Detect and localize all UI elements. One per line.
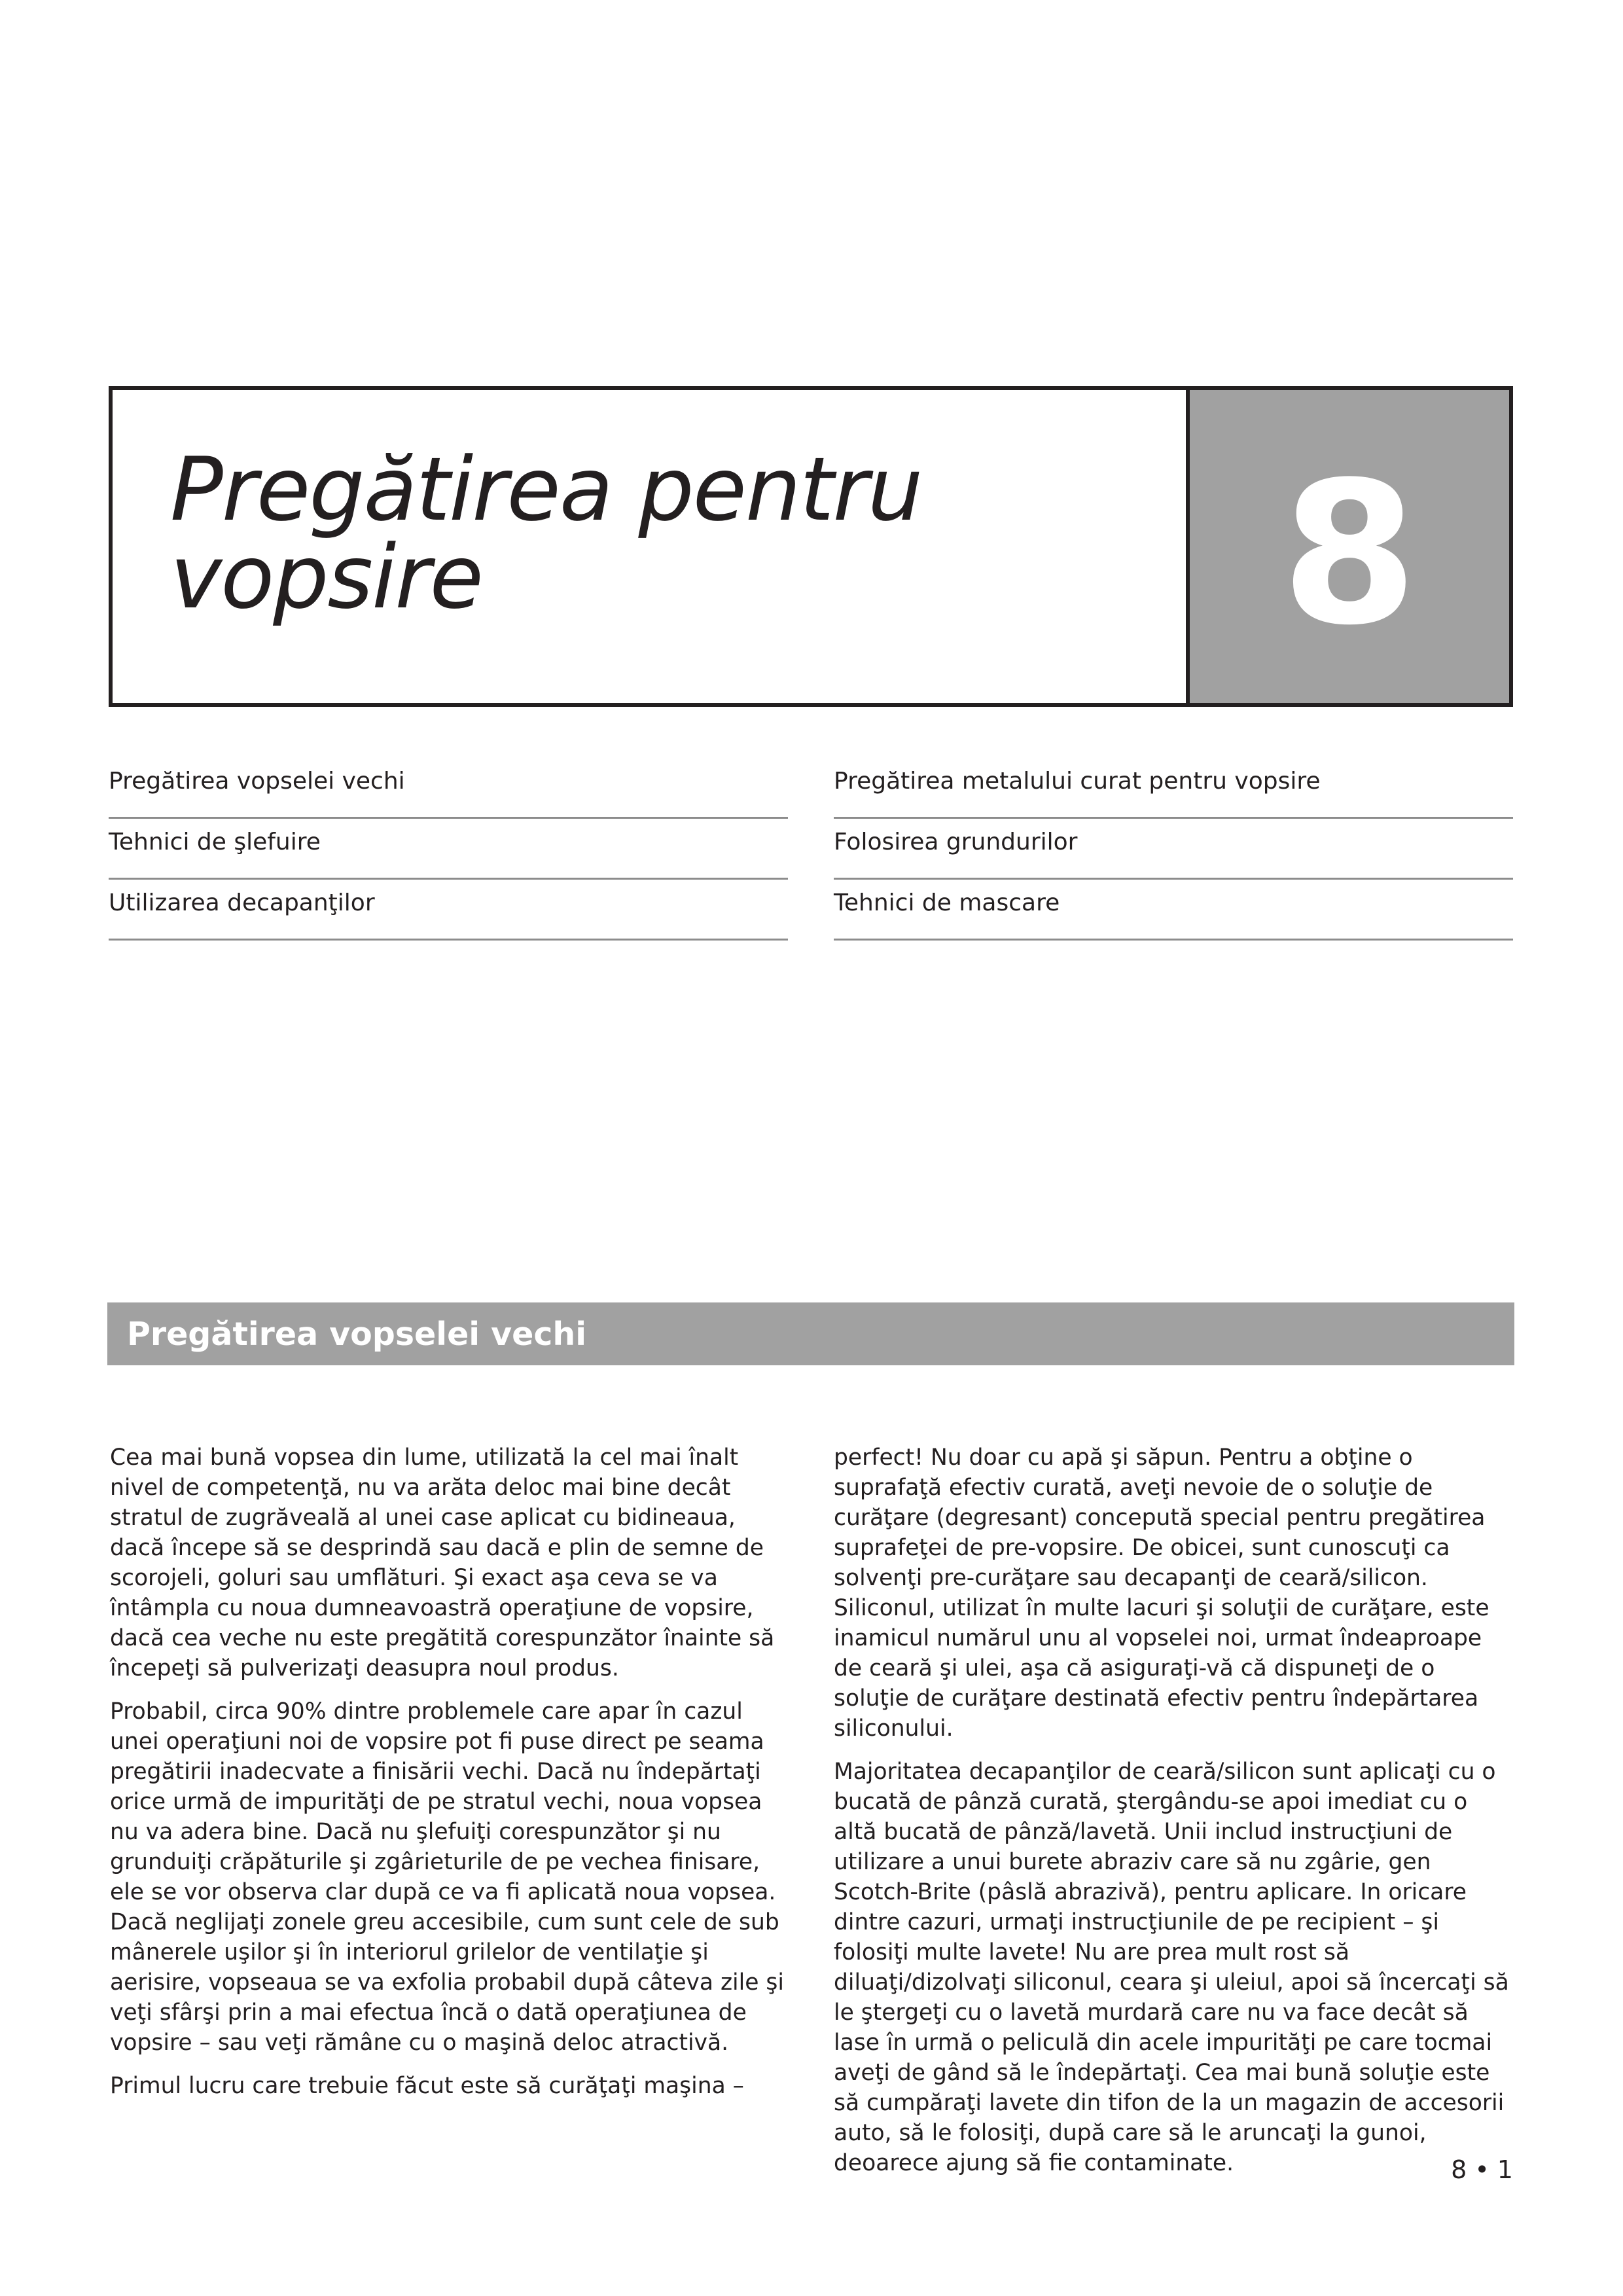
chapter-contents (109, 758, 1513, 941)
section-heading-bar (107, 1302, 1514, 1365)
body-column-right (834, 1443, 1514, 2191)
body-paragraph: Primul lucru care trebuie făcut este să curăţaţi maşina – (110, 2073, 744, 2099)
contents-item[interactable]: Folosirea grundurilor (834, 819, 1513, 880)
chapter-number: 8 (1281, 440, 1418, 668)
contents-column-right (834, 758, 1513, 941)
chapter-header (109, 386, 1513, 707)
section-title: Pregătirea vopselei vechi (127, 1315, 587, 1353)
body-column-left (110, 1443, 791, 2114)
chapter-title-panel (113, 390, 1190, 703)
contents-item[interactable]: Tehnici de mascare (834, 880, 1513, 941)
body-paragraph: Probabil, circa 90% dintre problemele care apar în cazul unei operaţiuni noi de vopsire pot fi puse direct pe seama pregătirii inadecvate a finisării vechi. Dacă nu îndepărtaţi orice urmă de impurităţi de pe stratul vechi, noua vopsea nu va adera bine. Dacă nu şlefuiţi corespunzător şi nu grunduiţi crăpăturile şi zgârieturile de pe vechea finisare, ele se vor observa clar după ce va fi aplicată noua vopsea. Dacă neglijaţi zonele greu accesibile, cum sunt cele de sub mânerele uşilor şi în interiorul grilelor de ventilaţie şi aerisire, vopseaua se va exfolia probabil după câteva zile şi veţi sfârşi prin a mai efectua încă o dată operaţiunea de vopsire – sau veţi rămâne cu o maşină deloc atractivă. (110, 1698, 784, 2056)
contents-item[interactable]: Pregătirea metalului curat pentru vopsire (834, 758, 1513, 819)
chapter-number-panel (1190, 390, 1509, 703)
body-paragraph: Cea mai bună vopsea din lume, utilizată la cel mai înalt nivel de competenţă, nu va arăta deloc mai bine decât stratul de zugrăveală al unei case aplicat cu bidineaua, dacă începe să se desprindă sau dacă e plin de semne de scorojeli, goluri sau umflături. Şi exact aşa ceva se va întâmpla cu noua dumneavoastră operaţiune de vopsire, dacă cea veche nu este pregătită corespunzător înainte să începeţi să pulverizaţi deasupra noul produs. (110, 1444, 775, 1681)
chapter-title: Pregătirea pentru vopsire (170, 439, 922, 628)
body-paragraph: Majoritatea decapanţilor de ceară/silicon sunt aplicaţi cu o bucată de pânză curată, ştergându-se apoi imediat cu o altă bucată de pânză/lavetă. Unii includ instrucţiuni de utilizare a unui burete abraziv care să nu zgârie, gen Scotch-Brite (pâslă abrazivă), pentru aplicare. In oricare dintre cazuri, urmaţi instrucţiunile de pe recipient – şi folosiţi multe lavete! Nu are prea mult rost să diluaţi/dizolvaţi siliconul, ceara şi uleiul, apoi să încercaţi să le ştergeţi cu o lavetă murdară care nu va face decât să lase în urmă o peliculă din acele impurităţi pe care tocmai aveţi de gând să le îndepărtaţi. Cea mai bună soluţie este să cumpăraţi lavete din tifon de la un magazin de accesorii auto, să le folosiţi, după care să le aruncaţi la gunoi, deoarece ajung să fie contaminate. (834, 1759, 1509, 2176)
body-paragraph: perfect! Nu doar cu apă şi săpun. Pentru a obţine o suprafaţă efectiv curată, aveţi nevoie de o soluţie de curăţare (degresant) concepută special pentru pregătirea suprafeţei de pre-vopsire. De obicei, sunt cunoscuţi ca solvenţi pre-curăţare sau decapanţi de ceară/silicon. Siliconul, utilizat în multe lacuri şi soluţii de curăţare, este inamicul numărul unu al vopselei noi, urmat îndeaproape de ceară şi ulei, aşa că asiguraţi-vă că dispuneţi de o soluţie de curăţare destinată efectiv pentru îndepărtarea siliconului. (834, 1444, 1489, 1742)
contents-item[interactable]: Pregătirea vopselei vechi (109, 758, 788, 819)
page-number: 8 • 1 (1451, 2155, 1513, 2184)
contents-item[interactable]: Tehnici de şlefuire (109, 819, 788, 880)
contents-item[interactable]: Utilizarea decapanţilor (109, 880, 788, 941)
contents-column-left (109, 758, 788, 941)
